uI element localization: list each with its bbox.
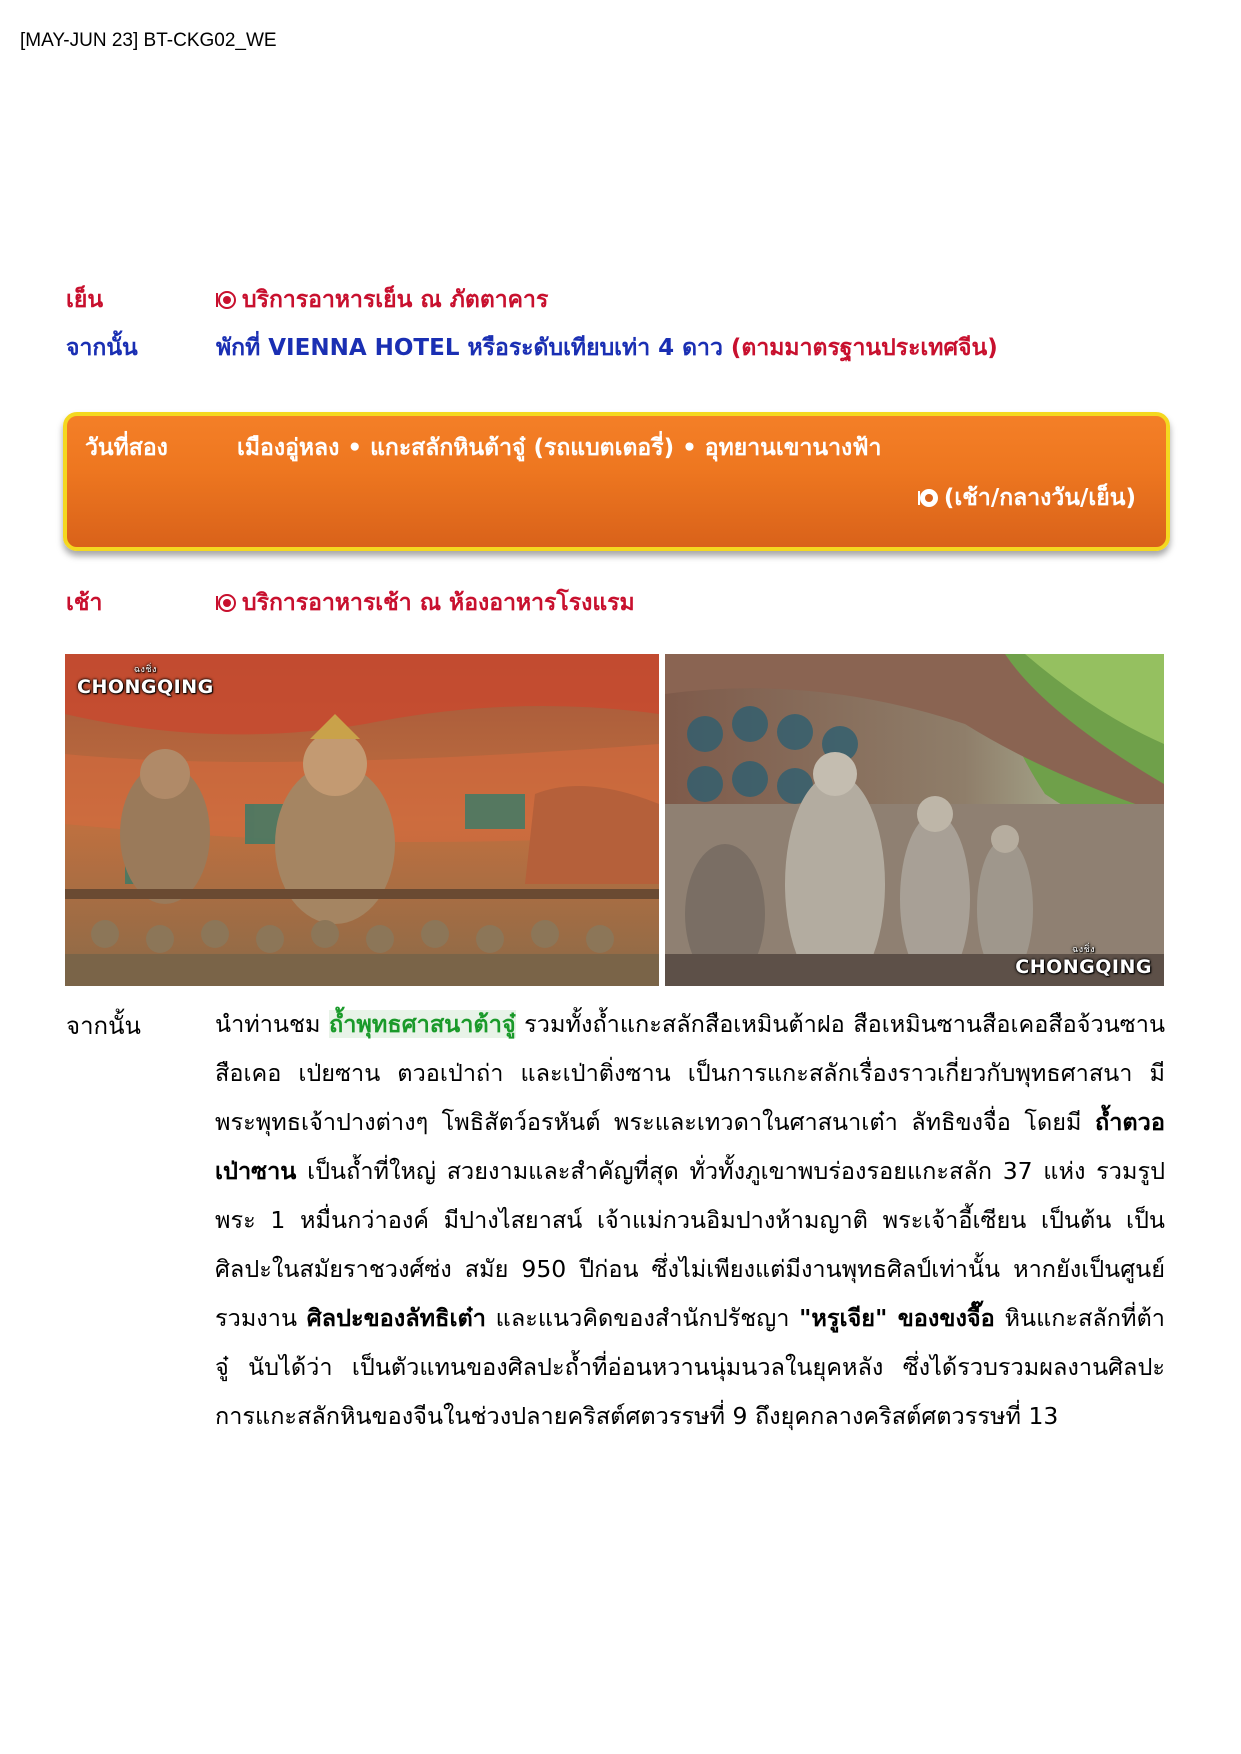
day-banner (63, 412, 1170, 551)
hotel-text-wrap (216, 330, 998, 366)
body-text-4: และแนวคิดของสำนักปรัชญา (485, 1304, 800, 1332)
day-label: วันที่สอง (85, 435, 168, 461)
body-text-2: รวมทั้งถ้ำแกะสลักสือเหมินต้าฝอ สือเหมินซานสือเคอสือจ้วนซานสือเคอ เป่ยซาน ตวอเป่าถ่า และเป่าติ่งซาน เป็นการแกะสลักเรื่องราวเกี่ยวกับพุทธศาสนา มีพระพุทธเจ้าปางต่างๆ โพธิสัตว์อรหันต์ พระและเทวดาในศาสนาเต๋า ลัทธิขงจื่อ โดยมี (215, 1010, 1166, 1136)
body-label: จากนั้น (66, 1012, 141, 1040)
hotel-note: (ตามมาตรฐานประเทศจีน) (730, 335, 998, 361)
highlight-dazu-caves: ถ้ำพุทธศาสนาต้าจู๋ (328, 1010, 516, 1038)
body-paragraph (215, 1000, 1165, 1441)
body-text-3: เป็นถ้ำที่ใหญ่ สวยงามและสำคัญที่สุด ทั่วทั้งภูเขาพบร่องรอยแกะสลัก 37 แห่ง รวมรูปพระ 1 หมื่นกว่าองค์ มีปางไสยาสน์ เจ้าแม่กวนอิมปางห้ามญาติ พระเจ้าอี้เซียน เป็นต้น เป็นศิลปะในสมัยราชวงศ์ซ่ง สมัย 950 ปีก่อน ซึ่งไม่เพียงแต่มีงานพุทธศิลป์เท่านั้น หากยังเป็นศูนย์รวมงาน (215, 1157, 1165, 1332)
document-code: [MAY-JUN 23] BT-CKG02_WE (20, 30, 277, 51)
body-text-1: นำท่านชม (215, 1010, 329, 1038)
bold-baodingshan: ถ้ำตวอเป่าซาน (215, 1108, 1165, 1185)
bold-confucian: "หรูเจีย" ของขงจื๊อ (799, 1304, 995, 1332)
dinner-text: บริการอาหารเย็น ณ ภัตตาคาร (242, 287, 549, 313)
day-route: เมืองอู่หลง • แกะสลักหินต้าจู๋ (รถแบตเตอรี่) • อุทยานเขานางฟ้า (237, 435, 882, 461)
watermark-left-text: CHONGQING (77, 676, 214, 698)
day-meals (918, 480, 1136, 516)
day-meals-text: (เช้า/กลางวัน/เย็น) (943, 485, 1136, 511)
watermark-right-small: ฉงชิ่ง (1072, 945, 1096, 955)
body-text-5: หินแกะสลักที่ต้าจู๋ นับได้ว่า เป็นตัวแทนของศิลปะถ้ำที่อ่อนหวานนุ่มนวลในยุคหลัง ซึ่งได้รวบรวมผลงานศิลปะการแกะสลักหินของจีนในช่วงปลายคริสต์ศตวรรษที่ 9 ถึงยุคกลางคริสต์ศตวรรษที่ 13 (215, 1304, 1165, 1430)
dish-icon (216, 593, 236, 613)
watermark-left-small: ฉงชิ่ง (133, 665, 157, 675)
dinner-text-wrap (216, 282, 548, 318)
dish-icon (216, 290, 236, 310)
bold-taoist-art: ศิลปะของลัทธิเต๋า (306, 1304, 486, 1332)
watermark-left (77, 662, 214, 698)
photo-dazu-statues-right (665, 654, 1164, 986)
watermark-right (1015, 942, 1152, 978)
dish-icon (918, 488, 938, 508)
photo-dazu-carvings-left (65, 654, 659, 986)
watermark-right-text: CHONGQING (1015, 956, 1152, 978)
breakfast-label: เช้า (66, 590, 103, 616)
dinner-label: เย็น (66, 287, 104, 313)
hotel-text: พักที่ VIENNA HOTEL หรือระดับเทียบเท่า 4 ดาว (216, 335, 723, 361)
breakfast-text-wrap (216, 585, 635, 621)
hotel-label: จากนั้น (66, 335, 138, 361)
breakfast-text: บริการอาหารเช้า ณ ห้องอาหารโรงแรม (242, 590, 635, 616)
